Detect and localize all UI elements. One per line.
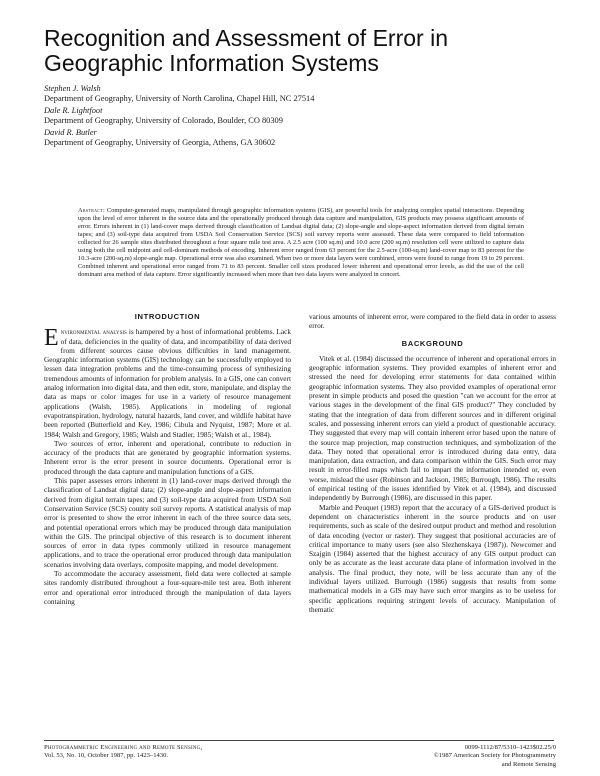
paper-title: Recognition and Assessment of Error in Geographic Information Systems [44,25,448,76]
drop-cap: E [44,325,59,352]
intro-text: is hampered by a host of informational problems. Lack of data, deficiencies in the quality of data, and incompatibility of data derived from different sources cause obvious difficulties in land management. Geographic information systems (GIS) technology can be successfully employed to lessen data integration problems and the time-consuming process of synthesizing tremendous amounts of information for problem analysis. In a GIS, one can convert analog information into digital data, and then edit, store, manipulate, and display the data as maps or color images for use in a variety of resource management applications (Walsh, 1985). Applications in modeling of regional evapotranspiration, hydrology, natural hazards, land cover, and wildlife habitat have been reported (Butterfield and Key, 1986; Cibula and Nyquist, 1987; More et al. 1984; Walsh and Gregory, 1985; Walsh and Stadler, 1985; Walsh et al., 1984). [44,327,291,439]
footer-rule [44,740,554,741]
author-affiliation: Department of Geography, University of Colorado, Boulder, CO 80309 [44,116,283,125]
author-affiliation: Department of Geography, University of Georgia, Athens, GA 30602 [44,138,276,147]
author-affiliation: Department of Geography, University of North Carolina, Chapel Hill, NC 27514 [44,94,315,103]
right-column [309,312,556,614]
background-heading: BACKGROUND [401,338,464,348]
author-block [44,84,564,150]
intro-paragraph: Two sources of error, inherent and operational, contribute to reduction in accuracy of the products that are generated by geographic information systems. Inherent error is the error present in source documents. Operational error is produced through the data capture and manipulation functions of a GIS. [44,438,291,476]
author-name: Dale R. Lightfoot [44,106,103,115]
author-name: Stephen J. Walsh [44,84,101,93]
background-paragraph: Vitek et al. (1984) discussed the occurrence of inherent and operational errors in geographic information systems. They provided examples of inherent error and stressed the need for developing error statements for data contained within geographic information systems. They also provided examples of operational error present in simple products and posed the question "can we account for the error at various stages in the development of the final GIS product?" They concluded by stating that the integration of data from different sources and in different original scales, and possessing inherent errors can yield a product of questionable accuracy. They suggested that every map will contain inherent error based upon the nature of the source map projection, map construction techniques, and symbolization of the data. They noted that operational error is introduced during data entry, data manipulation, data extraction, and data comparison within the GIS. Such error may result in error-filled maps which fail to impart the information intended or, even worse, mislead the user (Robinson and Jackson, 1985; Burrough, 1986). The results of empirical testing of the issues identified by Vitek et al. (1984), and discussed independently by Burrough (1986), are discussed in this paper. [309,353,556,503]
copyright-line: ©1987 American Society for Photogrammetry [433,752,556,760]
intro-paragraph [44,327,291,439]
background-paragraph: Marble and Peuquet (1983) report that the accuracy of a GIS-derived product is dependent on characteristics inherent in the source products and on user requirements, such as scale of the desired output product and method and resolution of data encoding (vector or raster). They suggest that positional accuracies are of critical importance to many users (see also Slezhenskaya (1987)). Newcomer and Szajgin (1984) asserted that the highest accuracy of any GIS output product can only be as accurate as the least accurate data plane of information involved in the analysis. The final product, they note, will be less accurate than any of the individual layers utilized. Burrough (1986) suggests that results from some mathematical models in a GIS may have such error margins as to be useless for specific applications requiring stringent levels of accuracy. Manipulation of thematic [309,502,556,614]
left-column [44,312,291,606]
intro-paragraph: This paper assesses errors inherent in (1) land-cover maps derived through the classification of Landsat digital data; (2) slope-angle and slope-aspect information derived from digital terrain tapes; and (3) soil-type data acquired from USDA Soil Conservation Service (SCS) county soil survey reports. A statistical analysis of map error is presented to show the error inherent in each of the three source data sets, and potential operational errors which may be produced through data manipulation within the GIS. The principal objective of this research is to document inherent sources of error in data types commonly utilized in resource management applications, and to trace the operational error produced through data manipulation scenarios involving data overlays, composite mapping, and model development. [44,476,291,569]
footer-citation [44,744,324,761]
journal-volume: Vol. 53, No. 10, October 1987, pp. 1423–1430. [44,752,169,760]
abstract-text: Computer-generated maps, manipulated through geographic information systems (GIS), are powerful tools for analyzing complex spatial interactions. Depending upon the level of error inherent in the source data and the operationally produced through data capture and manipulation, GIS products may possess significant amounts of error. Errors inherent in (1) land-cover maps derived through classification of Landsat digital data; (2) slope-angle and slope-aspect information derived from digital terrain tapes; and (3) soil-type data acquired from USDA Soil Conservation Service (SCS) soil survey reports were assessed. These data were compared to field information collected for 26 sample sites distributed throughout a four square mile test area. A 2.5 acre (100 sq.m) and 10.0 acre (200 sq.m) resolution cell were utilized to capture data using both the cell midpoint and cell-dominant methods of encoding. Inherent error ranged from 63 percent for the 2.5-acre (100-sq.m) land-cover map to 83 percent for the 10.3-acre (200-sq.m) slope-angle map. Operational error was also examined. When two or more data layers were combined, errors were found to range from 19 to 29 percent. Combined inherent and operational error ranged from 71 to 83 percent. Smaller cell sizes produced lower inherent and operational error levels, as did the use of the cell dominant area method of data capture. Error significantly increased when more than two data layers were analyzed in concert. [78,207,524,279]
intro-smallcaps: nvironmental analysis [60,327,127,337]
footer-copyright [316,744,556,769]
author-name: David R. Butler [44,128,97,137]
introduction-heading: INTRODUCTION [134,312,201,321]
abstract [78,207,524,279]
abstract-label: Abstract: [78,207,106,214]
intro-paragraph: To accommodate the accuracy assessment, field data were collected at sample sites randomly distributed throughout a four-square-mile test area. Both inherent error and operational error introduced through the manipulation of data layers containing [44,569,291,606]
continued-paragraph: various amounts of inherent error, were compared to the field data in order to assess error. [309,312,556,331]
journal-name: Photogrammetric Engineering and Remote Sensing, [44,744,203,751]
article-code: 0099-1112/87/5310–1423$02.25/0 [464,744,556,751]
copyright-line: and Remote Sensing [501,760,556,768]
